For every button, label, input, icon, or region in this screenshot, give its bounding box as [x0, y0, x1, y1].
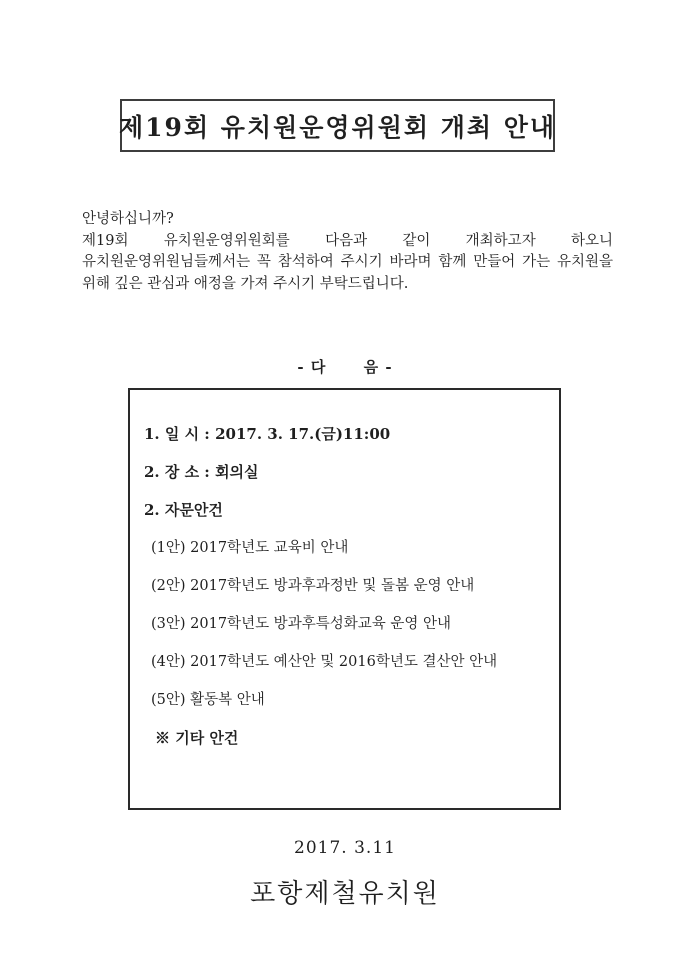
document-title: 제19회 유치원운영위원회 개최 안내 — [119, 112, 557, 142]
agenda-item-topic-5: (5안) 활동복 안내 — [151, 692, 265, 708]
intro-paragraph: 제19회 유치원운영위원회를 다음과 같이 개최하고자 하오니 유치원운영위원님들께서는 꼭 참석하여 주시기 바라며 함께 만들어 가는 유치원을 위해 깊은 관심과 애정을 가져 주시기 부탁드립니다. — [82, 232, 613, 292]
intro-section — [82, 209, 613, 295]
agenda-item-topic-2: (2안) 2017학년도 방과후과정반 및 돌봄 운영 안내 — [151, 578, 475, 594]
agenda-item-topic-4: (4안) 2017학년도 예산안 및 2016학년도 결산안 안내 — [151, 654, 498, 670]
organization-name: 포항제철유치원 — [250, 879, 440, 909]
title-box — [120, 99, 555, 152]
agenda-item-date: 1. 일 시 : 2017. 3. 17.(금)11:00 — [144, 425, 391, 443]
agenda-item-topic-3: (3안) 2017학년도 방과후특성화교육 운영 안내 — [151, 616, 451, 632]
agenda-item-topic-1: (1안) 2017학년도 교육비 안내 — [151, 540, 349, 556]
agenda-box — [128, 388, 561, 810]
issue-date: 2017. 3.11 — [294, 838, 396, 858]
agenda-item-other: ※ 기타 안건 — [155, 729, 239, 747]
greeting-line: 안녕하십니까? — [82, 211, 174, 227]
section-divider: - 다 음 - — [297, 358, 393, 376]
agenda-item-place: 2. 장 소 : 회의실 — [144, 463, 259, 481]
agenda-item-topics-header: 2. 자문안건 — [144, 501, 223, 519]
